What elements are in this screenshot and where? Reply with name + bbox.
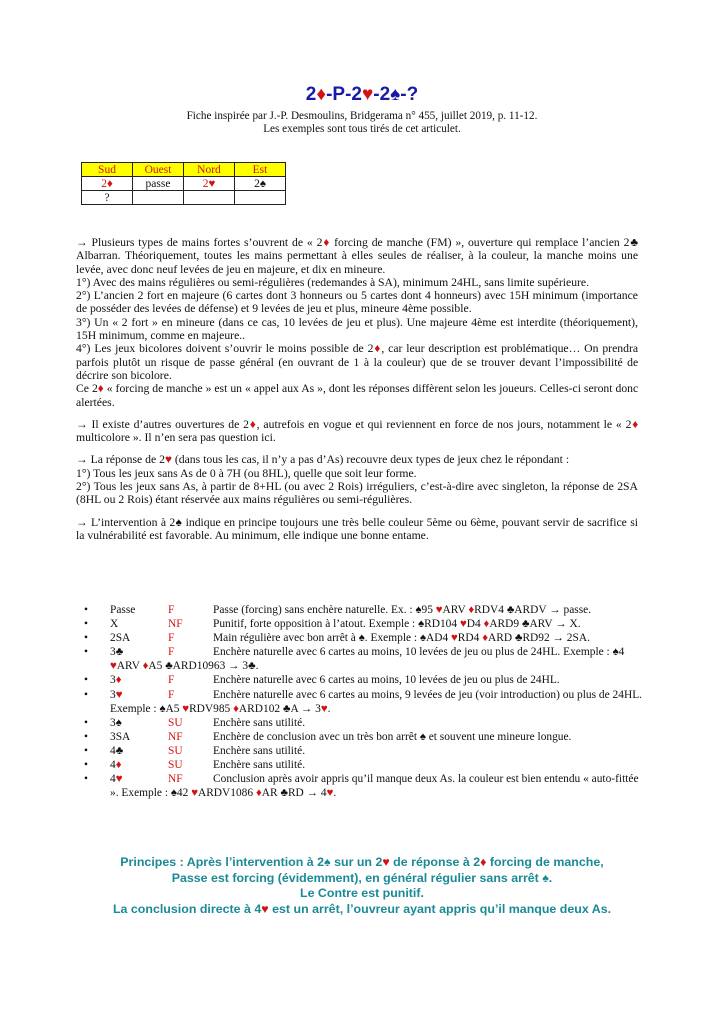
- principles-line: Le Contre est punitif.: [300, 886, 424, 900]
- heart-icon: ♥: [435, 604, 443, 616]
- bid-status: F: [168, 646, 175, 659]
- intro-section: [76, 236, 638, 542]
- heart-icon: ♥: [115, 688, 123, 701]
- diamond-icon: ♦: [482, 632, 489, 645]
- spade-icon: ♠: [390, 84, 401, 105]
- bid-status: F: [168, 688, 175, 701]
- principles-box: [0, 855, 724, 917]
- list-item: [76, 758, 642, 772]
- heart-icon: ♥: [361, 84, 374, 105]
- bid-ouest: passe: [133, 177, 184, 191]
- paragraph: → L’intervention à 2♠ indique en principe toujours une très belle couleur 5ème ou 6ème, pouvant servir de sacrifice si la vulnérabilité est favorable. Au minimum, elle indique une bonne entame.: [76, 515, 638, 542]
- heart-icon: ♥: [115, 773, 123, 786]
- bid-label: 3SA: [110, 730, 131, 743]
- principles-line: Principes : Après l’intervention à 2♠ sur un 2♥ de réponse à 2♦ forcing de manche,: [120, 855, 604, 869]
- list-item: [76, 744, 642, 758]
- bullet-icon: •: [84, 759, 88, 772]
- heart-icon: ♥: [182, 702, 190, 715]
- list-item: [76, 730, 642, 744]
- list-item: [76, 772, 642, 800]
- bid-label: 4♣: [110, 744, 124, 757]
- list-item: [76, 645, 642, 673]
- bid-description: Enchère sans utilité.: [213, 716, 306, 729]
- bid-sud-next: ?: [82, 191, 133, 205]
- paragraph: → Plusieurs types de mains fortes s’ouvrent de « 2♦ forcing de manche (FM) », ouverture qui remplace l’ancien 2♣ Albarran. Théoriquement, toutes les mains permettant à elles seules de réaliser, à la couleur, la manche moins une levée, avec donc neuf levées de jeu en majeure, et dix en mineure.: [76, 236, 639, 276]
- list-item: [76, 673, 642, 687]
- list-item: [76, 688, 642, 716]
- bid-description: Passe (forcing) sans enchère naturelle. Ex. : ♠95 ♥ARV ♦RDV4 ♣ARDV → passe.: [213, 604, 592, 616]
- header-nord: Nord: [184, 163, 235, 177]
- list-item: [76, 603, 642, 617]
- list-item: [76, 617, 642, 631]
- bid-label: 4♦: [110, 759, 122, 772]
- bullet-icon: •: [84, 632, 88, 645]
- bullet-icon: •: [84, 674, 88, 687]
- heart-icon: ♥: [191, 787, 198, 800]
- bidding-table: [81, 162, 286, 205]
- bid-label: Passe: [110, 604, 136, 616]
- bid-status: NF: [168, 618, 183, 631]
- bid-list: [76, 603, 642, 800]
- header-ouest: Ouest: [133, 163, 184, 177]
- heart-icon: ♥: [320, 702, 328, 715]
- bid-description: Enchère naturelle avec 6 cartes au moins, 9 levées de jeu (voir introduction) ou plus de 24HL. Exemple : ♠A5 ♥RDV985 ♦ARD102 ♣A → 3♥.: [110, 688, 643, 715]
- bid-status: F: [168, 632, 175, 645]
- diamond-icon: ♦: [316, 84, 327, 105]
- bid-description: Punitif, forte opposition à l’atout. Exemple : ♠RD104 ♥D4 ♦ARD9 ♣ARV → X.: [213, 618, 581, 631]
- paragraph: 2°) L’ancien 2 fort en majeure (6 cartes dont 3 honneurs ou 5 cartes dont 4 honneurs) avec 15H minimum (importance de posséder des levées de défense) et 9 levées de jeu et plus, mineure 4ème possible.: [76, 289, 638, 316]
- heart-icon: ♥: [261, 901, 269, 916]
- diamond-icon: ♦: [373, 342, 382, 356]
- diamond-icon: ♦: [115, 759, 122, 772]
- bullet-icon: •: [84, 716, 88, 729]
- bid-status: SU: [168, 744, 183, 757]
- diamond-icon: ♦: [322, 236, 331, 249]
- bid-status: NF: [168, 773, 183, 786]
- heart-icon: ♥: [382, 855, 390, 869]
- subtitle-line-2: Les exemples sont tous tirés de cet articulet.: [263, 123, 461, 135]
- diamond-icon: ♦: [483, 618, 490, 631]
- paragraph: → Il existe d’autres ouvertures de 2♦, autrefois en vogue et qui reviennent en force de nos jours, notamment le « 2♦ multicolore ». Il n’en sera pas question ici.: [76, 417, 639, 445]
- header-sud: Sud: [82, 163, 133, 177]
- bid-nord: 2♥: [184, 177, 235, 191]
- bid-label: X: [110, 618, 119, 631]
- table-header-row: [82, 163, 286, 177]
- bid-description: Enchère naturelle avec 6 cartes au moins, 10 levées de jeu ou plus de 24HL.: [213, 674, 560, 687]
- bid-description: Conclusion après avoir appris qu’il manque deux As. la couleur est bien entendu « auto-fittée ». Exemple : ♠42 ♥ARDV1086 ♦AR ♣RD → 4♥.: [110, 773, 639, 800]
- bullet-icon: •: [84, 646, 88, 659]
- bid-status: SU: [168, 759, 183, 772]
- bid-status: F: [168, 674, 175, 687]
- bid-description: Enchère sans utilité.: [213, 744, 306, 757]
- bullet-icon: •: [84, 730, 88, 743]
- list-item: [76, 716, 642, 730]
- bid-status: NF: [168, 730, 183, 743]
- paragraph: 4°) Les jeux bicolores doivent s’ouvrir le moins possible de 2♦, car leur description est problématique… On prendra parfois plutôt un risque de passe général (en ouvrant de 1 à la couleur) que de se trouver devant l’impossibilité de décrire son bicolore.: [76, 342, 639, 382]
- heart-icon: ♥: [164, 453, 172, 467]
- diamond-icon: ♦: [115, 674, 122, 687]
- bid-label: 3♦: [110, 674, 122, 687]
- table-row: [82, 191, 286, 205]
- bid-status: F: [168, 604, 175, 616]
- bullet-icon: •: [84, 744, 88, 757]
- bid-label: 3♠: [110, 716, 122, 729]
- principles-line: Passe est forcing (évidemment), en général régulier sans arrêt ♠.: [171, 870, 553, 885]
- page-title: 2♦-P-2♥-2♠-?: [305, 84, 419, 105]
- subtitle-line-1: Fiche inspirée par J.-P. Desmoulins, Bridgerama n° 455, juillet 2019, p. 11-12.: [186, 110, 538, 122]
- bid-description: Enchère de conclusion avec un très bon arrêt ♠ et souvent une mineure longue.: [213, 730, 572, 743]
- bid-label: 3♥: [110, 688, 123, 701]
- paragraph: 3°) Un « 2 fort » en mineure (dans ce cas, 10 levées de jeu et plus). Une majeure 4ème est interdite (théoriquement), 15H minimum, comme en majeure..: [76, 315, 638, 343]
- header-est: Est: [235, 163, 286, 177]
- subtitle: [0, 110, 724, 136]
- diamond-icon: ♦: [255, 787, 262, 800]
- diamond-icon: ♦: [233, 702, 239, 715]
- bid-empty: [133, 191, 184, 205]
- bid-label: 2SA: [110, 632, 131, 645]
- bullet-icon: •: [84, 688, 88, 701]
- paragraph: 1°) Tous les jeux sans As de 0 à 7H (ou 8HL), quelle que soit leur forme.: [76, 466, 417, 480]
- bid-description: Enchère naturelle avec 6 cartes au moins, 10 levées de jeu ou plus de 24HL. Exemple : ♠4 ♥ARV ♦A5 ♣ARD10963 → 3♣.: [110, 646, 625, 673]
- heart-icon: ♥: [110, 660, 117, 673]
- bullet-icon: •: [84, 773, 88, 786]
- table-row: [82, 177, 286, 191]
- paragraph: 2°) Tous les jeux sans As, à partir de 8+HL (ou avec 2 Rois) irréguliers, c’est-à-dire avec singleton, la réponse de 2SA (8HL ou 2 Rois) étant réservée aux mains régulières ou semi-régulières.: [76, 480, 638, 507]
- bid-est: 2♠: [235, 177, 286, 191]
- bid-description: Enchère sans utilité.: [213, 759, 306, 772]
- diamond-icon: ♦: [480, 855, 487, 869]
- bid-status: SU: [168, 716, 183, 729]
- bid-label: 3♣: [110, 646, 124, 659]
- paragraph: → La réponse de 2♥ (dans tous les cas, il n’y a pas d’As) recouvre deux types de jeux chez le répondant :: [76, 453, 570, 467]
- bid-sud: 2♦: [82, 177, 133, 191]
- bid-description: Main régulière avec bon arrêt à ♠. Exemple : ♠AD4 ♥RD4 ♦ARD ♣RD92 → 2SA.: [213, 632, 590, 645]
- bid-label: 4♥: [110, 773, 123, 786]
- heart-icon: ♥: [326, 787, 334, 800]
- bullet-icon: •: [84, 604, 88, 616]
- diamond-icon: ♦: [631, 417, 639, 431]
- list-item: [76, 631, 642, 645]
- diamond-icon: ♦: [468, 604, 475, 616]
- paragraph: 1°) Avec des mains régulières ou semi-régulières (redemandes à SA), minimum 24HL, sans limite supérieure.: [76, 275, 590, 289]
- bid-empty: [235, 191, 286, 205]
- paragraph: Ce 2♦ « forcing de manche » est un « appel aux As », dont les réponses diffèrent selon les joueurs. Celles-ci seront donc alertées.: [76, 382, 639, 409]
- heart-icon: ♥: [459, 618, 467, 631]
- diamond-icon: ♦: [97, 382, 104, 396]
- heart-icon: ♥: [451, 632, 458, 645]
- principles-line: La conclusion directe à 4♥ est un arrêt, l’ouvreur ayant appris qu’il manque deux As.: [112, 901, 612, 916]
- bullet-icon: •: [84, 618, 88, 631]
- diamond-icon: ♦: [142, 660, 149, 673]
- diamond-icon: ♦: [248, 417, 257, 431]
- bid-empty: [184, 191, 235, 205]
